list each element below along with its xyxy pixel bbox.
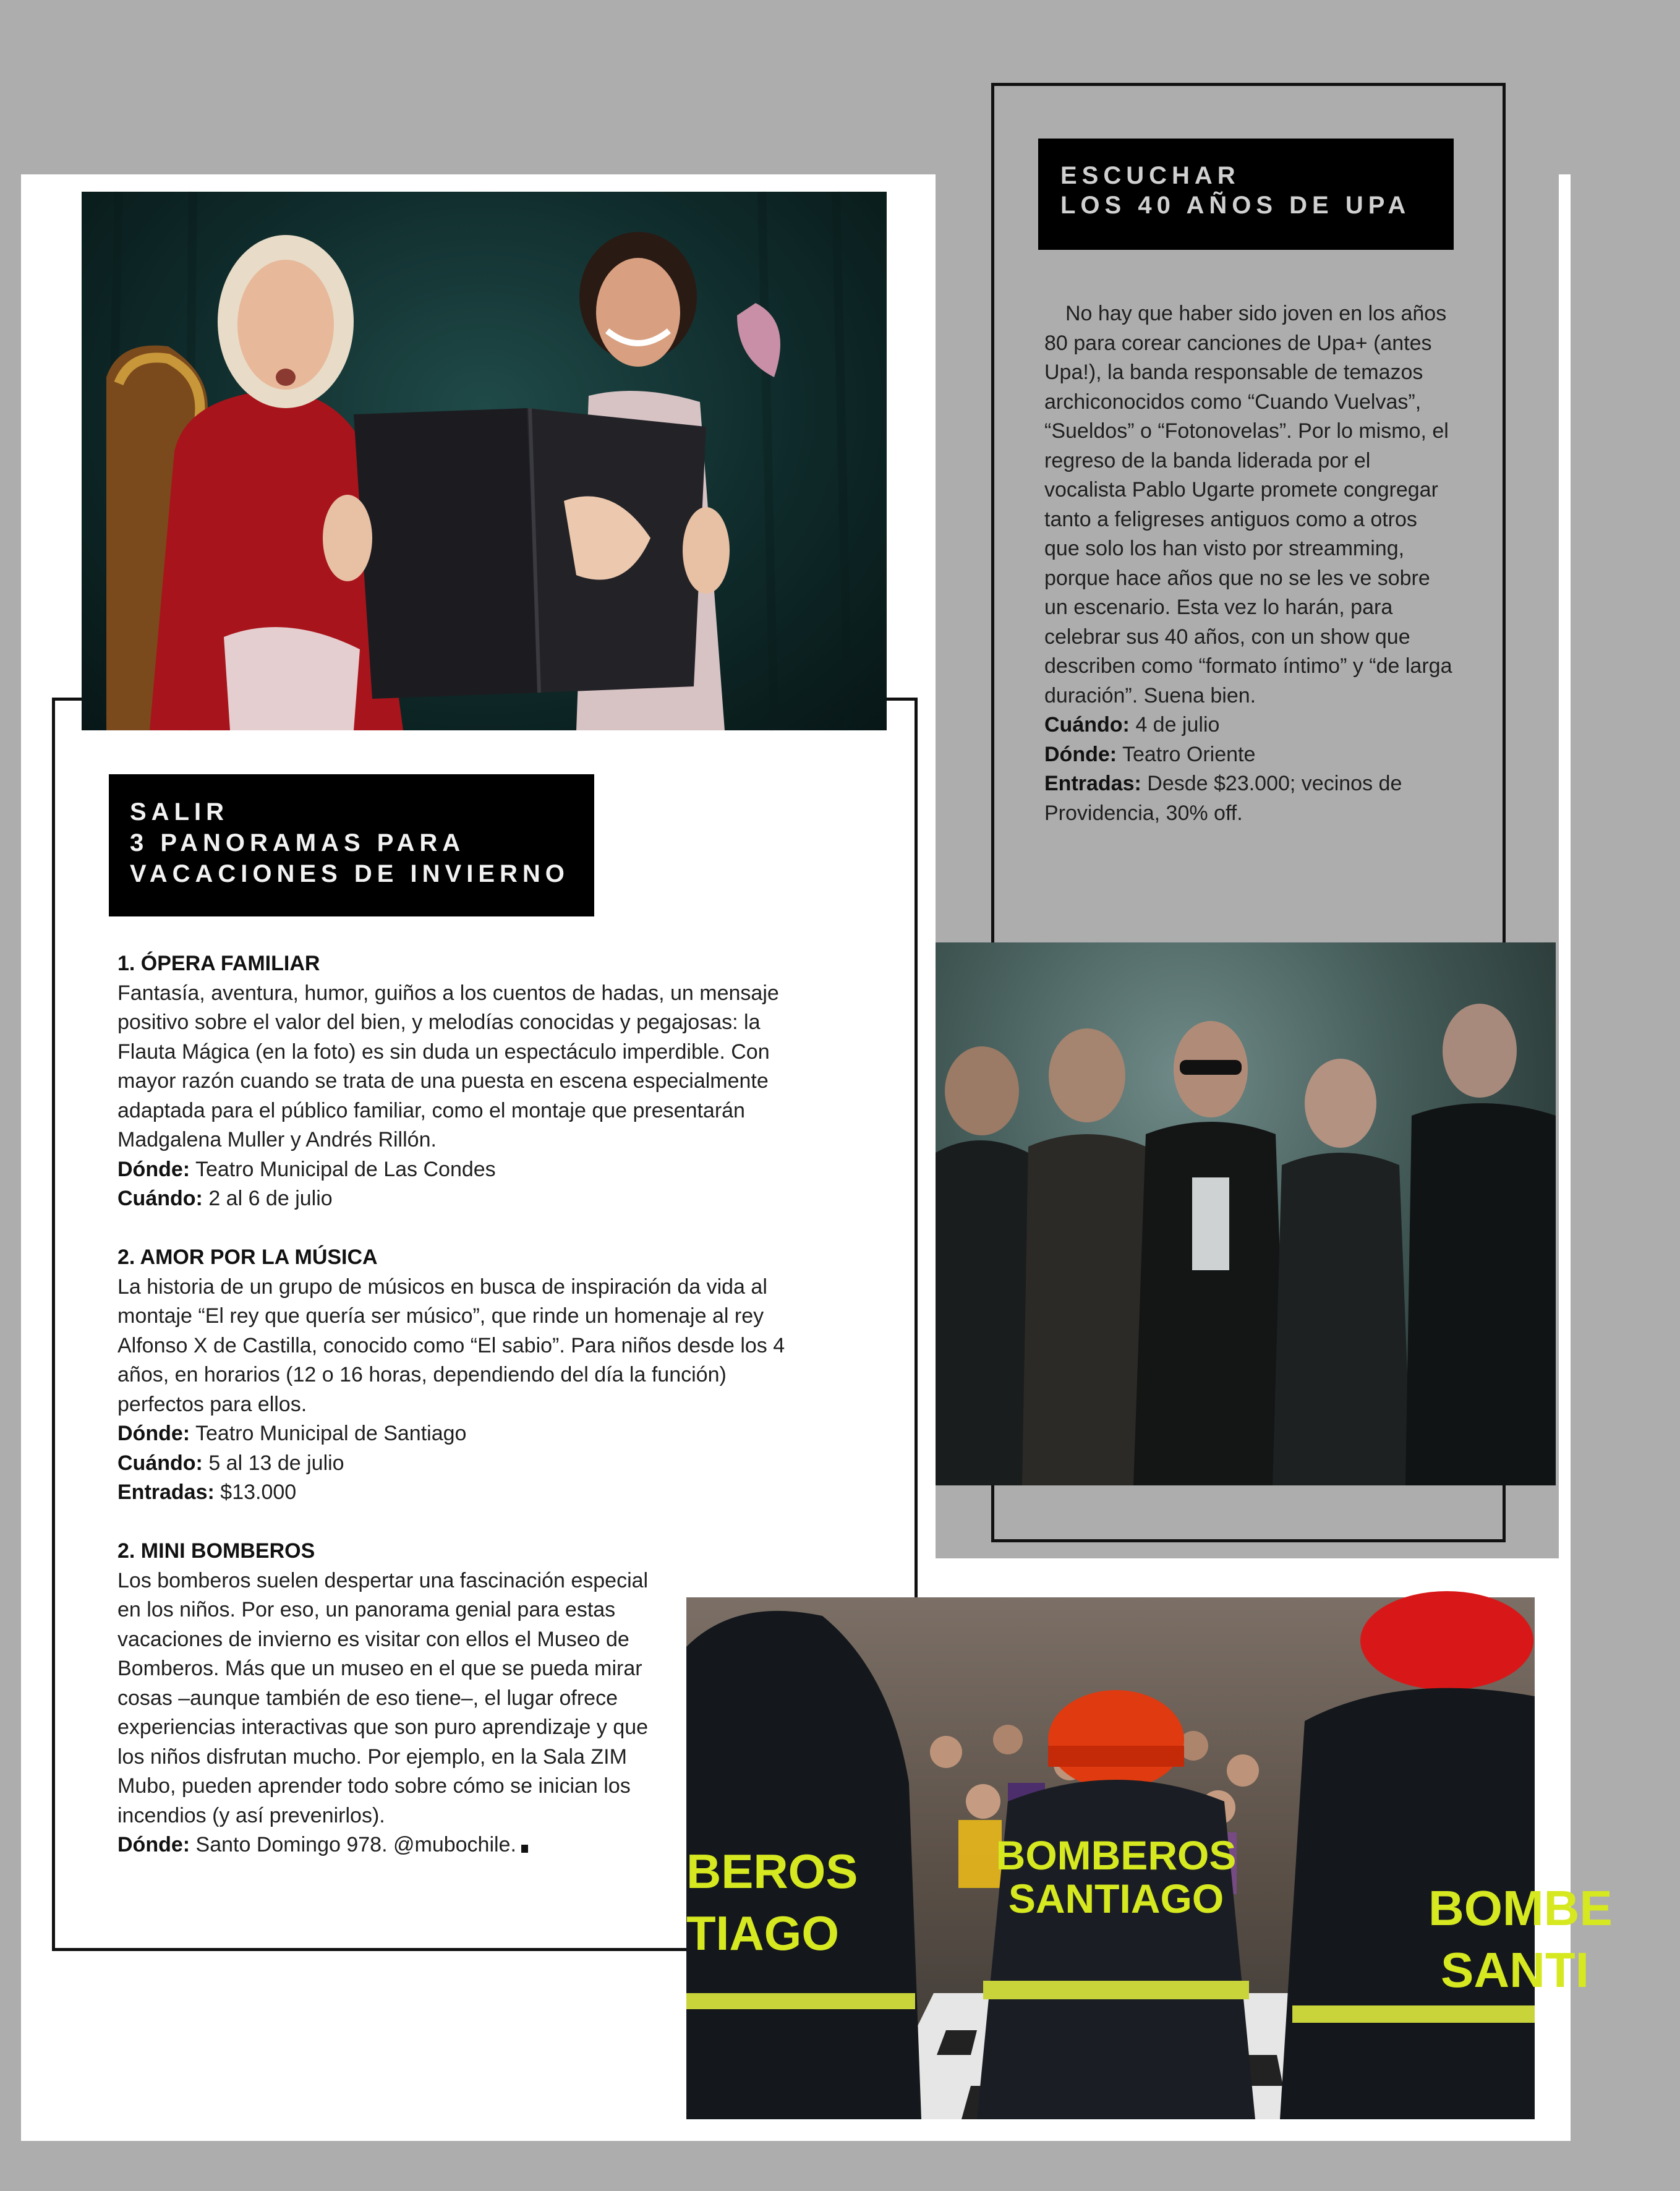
jacket-text-right-2: SANTI [1441,1942,1589,1997]
salir-label-line1: SALIR [130,798,229,826]
upa-when-value: 4 de julio [1135,713,1220,737]
bomberos-title: 2. MINI BOMBEROS [117,1539,315,1563]
opera-section [117,949,816,1214]
salir-label-line2: 3 PANORAMAS PARA [130,829,466,856]
musica-when-value: 5 al 13 de julio [208,1451,344,1475]
bomberos-body: Los bomberos suelen despertar una fascinación especial en los niños. Por eso, un panorama genial para estas vacaciones de invierno es visitar con ellos el Museo de Bomberos. Más que un museo en el que se pueda mirar cosas –aunque también de eso tiene–, el lugar ofrece experiencias interactivas que son puro aprendizaje y que los niños disfrutan mucho. Por ejemplo, en la Sala ZIM Mubo, pueden aprender todo sobre cómo se inician los incendios (y así prevenirlos). [117,1568,649,1827]
musica-section [117,1243,816,1508]
opera-body: Fantasía, aventura, humor, guiños a los cuentos de hadas, un mensaje positivo sobre el valor del bien, y melodías conocidas y pegajosas: la Flauta Mágica (en la foto) es sin duda un espectáculo imperdible. Con mayor razón cuando se trata de una puesta en escena especialmente adaptada para el público familiar, como el montaje que presentarán Madgalena Muller y Andrés Rillón. [117,981,779,1151]
musica-when-label: Cuándo: [117,1451,203,1475]
opera-when-label: Cuándo: [117,1187,203,1210]
upa-where [1044,740,1452,770]
opera-when-value: 2 al 6 de julio [208,1187,333,1210]
jacket-text-right-1: BOMBE [1428,1881,1613,1936]
escuchar-label [1038,139,1454,250]
opera-where-value: Teatro Municipal de Las Condes [195,1157,496,1181]
bomberos-where-label: Dónde: [117,1833,190,1856]
opera-where-label: Dónde: [117,1157,190,1181]
musica-where [117,1419,816,1449]
bomberos-section [117,1537,649,1860]
upa-tickets-label: Entradas: [1044,772,1141,795]
escuchar-label-line1: ESCUCHAR [1060,162,1240,189]
upa-when-label: Cuándo: [1044,713,1130,737]
opera-when [117,1184,816,1214]
jacket-text-center-1: BOMBEROS [996,1832,1237,1878]
opera-photo [82,192,887,730]
musica-when [117,1449,816,1479]
end-of-article-mark [521,1845,528,1853]
jacket-text-left-1: BEROS [686,1844,858,1898]
bomberos-where-value: Santo Domingo 978. @mubochile. [195,1833,516,1856]
opera-title: 1. ÓPERA FAMILIAR [117,952,320,975]
upa-where-value: Teatro Oriente [1122,742,1256,766]
musica-where-value: Teatro Municipal de Santiago [195,1422,467,1445]
upa-article [1044,299,1452,828]
upa-where-label: Dónde: [1044,742,1117,766]
musica-body: La historia de un grupo de músicos en busca de inspiración da vida al montaje “El rey que quería ser músico”, que rinde un homenaje al rey Alfonso X de Castilla, conocido como “El sabio”. Para niños desde los 4 años, en horarios (12 o 16 horas, dependiendo del día la función) perfectos para ellos. [117,1275,785,1416]
upa-when [1044,711,1452,740]
upa-article-body: No hay que haber sido joven en los años 80 para corear canciones de Upa+ (antes Upa!), la banda responsable de temazos archiconocidos como “Cuando Vuelvas”, “Sueldos” o “Fotonovelas”. Por lo mismo, el regreso de la banda liderada por el vocalista Pablo Ugarte promete congregar tanto a feligreses antiguos como a otros que solo los han visto por streamming, porque hace años que no se les ve sobre un escenario. Esta vez lo harán, para celebrar sus 40 años, con un show que describen como “formato íntimo” y “de larga duración”. Suena bien. [1044,302,1452,707]
musica-tickets [117,1478,816,1508]
musica-where-label: Dónde: [117,1422,190,1445]
band-photo [936,942,1556,1485]
musica-tickets-value: $13.000 [220,1480,297,1504]
bomberos-where [117,1830,649,1860]
salir-label [109,774,594,916]
jacket-text-center-2: SANTIAGO [1008,1876,1224,1921]
opera-where [117,1155,816,1185]
firemen-photo [686,1597,1613,2119]
jacket-text-left-2: TIAGO [686,1906,839,1960]
musica-tickets-label: Entradas: [117,1480,215,1504]
escuchar-label-line2: LOS 40 AÑOS DE UPA [1060,192,1411,219]
upa-tickets [1044,769,1452,828]
salir-label-line3: VACACIONES DE INVIERNO [130,860,569,887]
musica-title: 2. AMOR POR LA MÚSICA [117,1245,378,1269]
upa-tickets-value: Desde $23.000; vecinos de Providencia, 30% off. [1044,772,1402,825]
